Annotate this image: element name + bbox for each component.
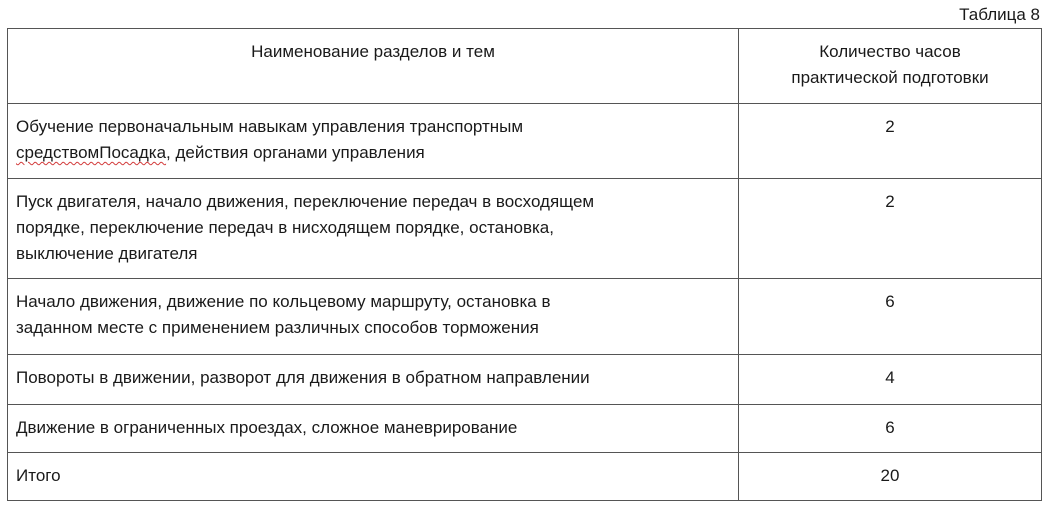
header-hours-line1: Количество часов	[819, 42, 961, 61]
table-row	[8, 355, 1042, 405]
table-row	[8, 104, 1042, 179]
table-row	[8, 405, 1042, 453]
row-hours-cell: 2	[739, 104, 1042, 179]
header-section-name: Наименование разделов и тем	[8, 29, 739, 104]
row-name-cell	[8, 405, 739, 453]
row-hours-cell: 6	[739, 279, 1042, 355]
row-name-cell	[8, 179, 739, 279]
total-hours-cell: 20	[739, 453, 1042, 501]
practical-training-table	[7, 28, 1042, 501]
table-caption: Таблица 8	[959, 5, 1040, 24]
misspelled-word: средствомПосадка	[16, 143, 167, 162]
row-name-text: Движение в ограниченных проездах, сложное маневрирование	[16, 418, 518, 437]
table-row	[8, 279, 1042, 355]
total-label-cell	[8, 453, 739, 501]
row-name-text: Пуск двигателя, начало движения, переключение передач в восходящем	[16, 192, 595, 211]
row-name-cell	[8, 355, 739, 405]
header-hours	[739, 29, 1042, 104]
row-name-text: Начало движения, движение по кольцевому маршруту, остановка в	[16, 292, 551, 311]
row-name-text: Обучение первоначальным навыкам управления транспортным	[16, 117, 524, 136]
total-row	[8, 453, 1042, 501]
row-name-text: Повороты в движении, разворот для движения в обратном направлении	[16, 368, 590, 387]
total-label: Итого	[16, 466, 61, 485]
row-name-text: , действия органами управления	[166, 143, 425, 162]
header-hours-line2: практической подготовки	[791, 68, 989, 87]
row-name-cell	[8, 279, 739, 355]
row-name-text: выключение двигателя	[16, 244, 198, 263]
table-header-row	[8, 29, 1042, 104]
table-row	[8, 179, 1042, 279]
row-hours-cell: 4	[739, 355, 1042, 405]
row-hours-cell: 2	[739, 179, 1042, 279]
row-name-text: порядке, переключение передач в нисходящем порядке, остановка,	[16, 218, 554, 237]
row-hours-cell: 6	[739, 405, 1042, 453]
row-name-text: заданном месте с применением различных способов торможения	[16, 318, 539, 337]
row-name-cell	[8, 104, 739, 179]
